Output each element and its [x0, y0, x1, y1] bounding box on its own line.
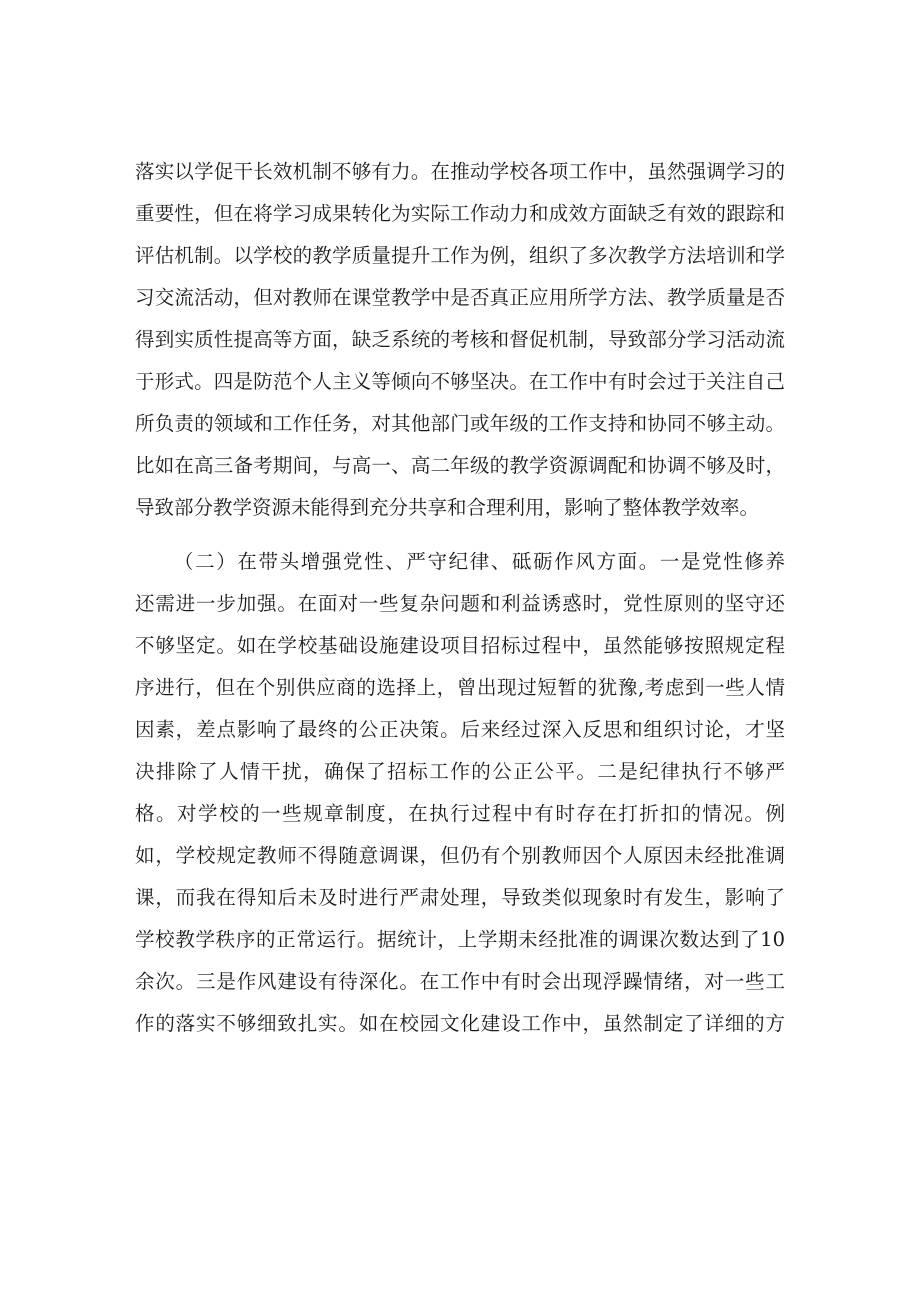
paragraph-2-line-3: 不够坚定。如在学校基础设施建设项目招标过程中，虽然能够按照规定程 — [135, 634, 785, 657]
paragraph-1-line-8: 比如在高三备考期间，与高一、高二年级的教学资源调配和协调不够及时， — [135, 454, 785, 477]
paragraph-2-line-7: 格。对学校的一些规章制度，在执行过程中有时存在打折扣的情况。例 — [135, 802, 785, 825]
paragraph-1-line-6: 于形式。四是防范个人主义等倾向不够坚决。在工作中有时会过于关注自己 — [135, 370, 785, 393]
paragraph-2-line-9: 课，而我在得知后未及时进行严肃处理，导致类似现象时有发生，影响了 — [135, 886, 785, 909]
paragraph-2-line-1: （二）在带头增强党性、严守纪律、砥砺作风方面。一是党性修养 — [174, 550, 785, 573]
paragraph-1-line-4: 习交流活动，但对教师在课堂教学中是否真正应用所学方法、教学质量是否 — [135, 286, 785, 309]
paragraph-1-line-9: 导致部分教学资源未能得到充分共享和合理利用，影响了整体教学效率。 — [135, 496, 760, 519]
paragraph-1-line-2: 重要性，但在将学习成果转化为实际工作动力和成效方面缺乏有效的跟踪和 — [135, 202, 785, 225]
paragraph-2-line-12: 作的落实不够细致扎实。如在校园文化建设工作中，虽然制定了详细的方 — [135, 1012, 785, 1035]
paragraph-2-line-10: 学校教学秩序的正常运行。据统计，上学期未经批准的调课次数达到了10 — [135, 928, 785, 951]
paragraph-2-line-6: 决排除了人情干扰，确保了招标工作的公正公平。二是纪律执行不够严 — [135, 760, 785, 783]
paragraph-2-line-8: 如，学校规定教师不得随意调课，但仍有个别教师因个人原因未经批准调 — [135, 844, 785, 867]
paragraph-1-line-7: 所负责的领域和工作任务，对其他部门或年级的工作支持和协同不够主动。 — [135, 412, 785, 435]
paragraph-2-line-4: 序进行，但在个别供应商的选择上，曾出现过短暂的犹豫,考虑到一些人情 — [135, 676, 785, 699]
paragraph-2-line-2: 还需进一步加强。在面对一些复杂问题和利益诱惑时，党性原则的坚守还 — [135, 592, 785, 615]
paragraph-2-line-5: 因素，差点影响了最终的公正决策。后来经过深入反思和组织讨论，才坚 — [135, 718, 785, 741]
paragraph-1-line-1: 落实以学促干长效机制不够有力。在推动学校各项工作中，虽然强调学习的 — [135, 160, 785, 183]
paragraph-1-line-5: 得到实质性提高等方面，缺乏系统的考核和督促机制，导致部分学习活动流 — [135, 328, 785, 351]
paragraph-2-line-11: 余次。三是作风建设有待深化。在工作中有时会出现浮躁情绪，对一些工 — [135, 970, 785, 993]
paragraph-1-line-3: 评估机制。以学校的教学质量提升工作为例，组织了多次教学方法培训和学 — [135, 244, 785, 267]
